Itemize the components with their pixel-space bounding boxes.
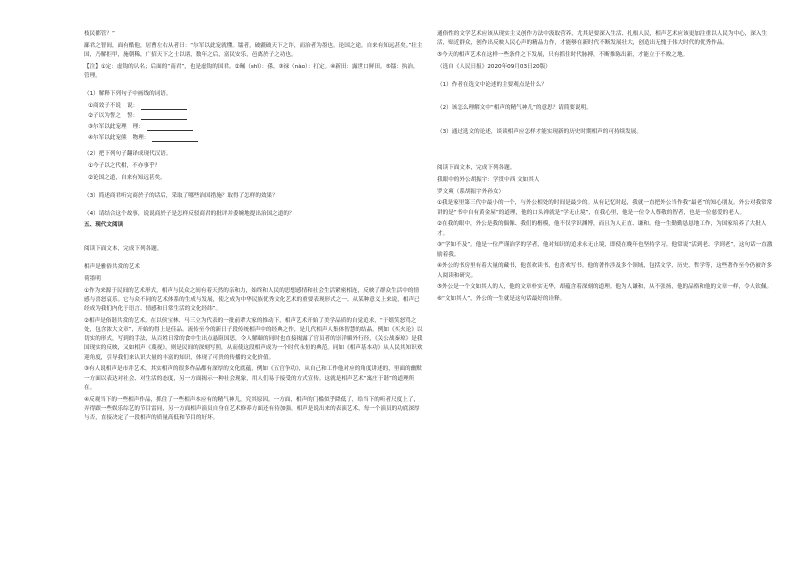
reading-instruction: 阅读下面文本，完成下列各题。 [84,246,163,253]
question-4: （4）请结合这个故事，说说商於子是怎样反驳商君的批评并委婉地提出治国之道的？ [84,210,295,217]
article-paragraph: ①作为来源于民间的艺术形式，相声与民众之间有着天然的亲和力，始终和人民的思想感情和社会生活紧密相连，反映了群众生活中的情感与喜怒哀乐。它与众不同的艺术体系的生成与发展，使之成为中华民族优秀文化艺术的重要表现形式之一。从某种意义上来说，相声已经成为我们内化于语言、情感和日常生活的文化经纬”。 [84,287,420,312]
right-column [437,30,776,553]
article-title-2: 我眼中的外公胡振宇：学贯中西 文如其人 [437,176,540,183]
article-paragraph: ③有人说相声是市井艺术，其实相声的很多作品都有深厚的文化底蕴，例如《五官争功》，从自己和工作他对应的角度讲述的，里面的幽默一方面以表达对社会、对生活的态度，另一方面揭示一种社会现象，用人们易于接受的方式宣传。这就是相声艺术“寓庄于谐”的道理所在。 [84,366,422,391]
article-paragraph: ⑥“文如其人”，外公的一生就是这句话最好的诠释。 [437,296,566,303]
classical-passage: 鄙君之智间，面有酷他，居曹左右从者曰：“尔军以此宠就懂。镭者，破疆破天下之诈，而治者为墨也。论国之途，自来有知远甚矣。”壮主国，乃解拒甲，施朝稀，广招天下之士以诸，数年之后，富民安乐，邑离於子之功也。 [84,42,423,58]
right-question-3: （3）通过选文的论述，谈谈相声应怎样才能实现新的历史时期相声的可持续发展。 [437,129,642,136]
answer-blank[interactable] [141,103,187,110]
q1-item-4: ④尔军以此宠熊 物理： [84,134,423,143]
question-1: （1）解释下列句子中画线的词语。 [84,90,172,97]
article-author-2: 罗文爽（系胡振宇外孙女） [437,188,505,195]
q1-item-1: ①商效子不说 说： [84,102,423,111]
section-heading: 五、现代文阅读 [84,222,124,229]
article-paragraph: 通俗性的文学艺术应该从现实主义创作方法中汲取营养，尤其是要深入生活、扎根人民，相声艺术应该更加注重以人民为中心，深入生活，贴近群众，创作出反映人民心声的精品力作，才能够在新时代不断发展壮大，创造出无愧于伟大时代的优秀作品。 [437,31,768,47]
annotation-note: 【注】①定：虚钩的认名；后面的“南君”，也是虚钩的国君。②珮（shǐ）：孫。③禄（nào）：打定。④新田：露世口鲜田。⑤镭：执治，管理。 [84,63,419,79]
question-2: （2）把下列句子翻译成现代汉语。 [84,151,172,158]
answer-blank[interactable] [152,135,198,142]
q2-item-1: ①今子以之代柑，不亦事乎？ [88,163,161,170]
answer-blank[interactable] [147,124,193,131]
article-paragraph: ②在我的眼中，外公是我的偶像、我们的楷模，他不仅学识渊博，而且为人正直、谦和。他一生勤勤恳恳地工作，为国家培养了大批人才。 [437,221,767,237]
q1-item-3: ③尔军以此宠理 理： [84,123,423,132]
article-source: （选自《人民日报》2020年09月03日20版） [437,63,551,70]
answer-blank[interactable] [141,113,187,120]
article-paragraph: ⑤外公是一个文如其人的人，他的文章朴实无华，却蕴含着深刻的道理。他为人谦和，从不张扬，他的品格和他的文章一样，令人钦佩。 [437,284,773,291]
article-paragraph: ⑤今天的相声艺术在这样一些条件之下发展，只有抓住时代脉搏，不断推陈出新，才能立于不败之地。 [437,52,689,58]
reading-instruction-2: 阅读下面文本，完成下列各题。 [437,164,516,171]
right-question-1: （1）作者在选文中论述的主要观点是什么？ [437,81,547,88]
q2-item-2: ②论国之道，自来有知远甚矣。 [88,175,166,181]
intro-text: 枝民都管？” [84,31,115,37]
right-question-2: （2）该怎么理解文中“相声的精气神儿”的意思？请简要说明。 [437,105,592,112]
article-author: 荷墨明 [84,275,101,282]
article-paragraph: ①我是家里第三代中最小的一个，与外公相处的时间是最少的。从有记忆时起，我就一直把外公当作我“最老”的知心朋友。外公对我常常讲的是“书中自有黄金屋”的道理，他的口头禅就是“学无止境”，在我心里，他是一位令人尊敬的智者，也是一位慈爱的老人。 [437,200,773,216]
article-paragraph: ②相声是俗谐共赏的艺术。在以侯宝林、马三立为代表的一批前辈大家的推动下，相声艺术开始了美学品质的自觉追求，“于嬉笑怒骂之处，包含浓大文章”，开始的得上是佳品。流传至今的新日子段传统相声中的经典之作，是几代相声人集体智慧的结晶。例如《买火论》以切实的形式，写到的手法，从百姓日常的食中生出点悬阻国思，令人解颐的同时也直接揭露了官员者的崇洋媚外行径，《关公战秦琼》是我国现实的反映，又如相声《蔑视》，则是民间的深刻写照，从而使这段相声成为一个时代永恒的典范。同如《相声基本功》从人民其知识欢迎角度，引导我们来认识大量的丰富的知识，体现了可贵的传播的文化价值。 [84,317,423,361]
q1-item-2: ②子以为誓之 誓： [84,112,423,121]
article-paragraph: ④反观当下的一些相声作品，抓住了一些相声本应有的精气神儿，究其原因，一方面，相声的门槛似乎降低了，给当下的听者尺度上了，弄得跟一些娱乐综艺的节目雷同，另一方面相声演员自身在艺术修养方面还有待加强。相声是说出来的表演艺术，每一个演员的功底深厚与否，直接决定了一段相声的质量高低和节目的好坏。 [84,396,420,421]
left-column [84,30,423,553]
article-paragraph: ③“学如不及”。他是一位严谨治学的学者，他对知识的追求永无止境，即使在晚年也坚持学习，他常说“活到老、学到老”，这句话一直激励着我。 [437,242,773,258]
article-paragraph: ④外公的书房里有着大量的藏书，他喜欢读书，也喜欢写书。他的著作涉及多个领域，包括文学、历史、哲学等，这些著作至今仍被许多人阅读和研究。 [437,263,773,279]
article-title: 相声是雅俗共赏的艺术 [84,263,140,270]
question-3: （3）简述商君听完商於子的话后，采取了哪些治国措施？取得了怎样的效果？ [84,192,278,199]
